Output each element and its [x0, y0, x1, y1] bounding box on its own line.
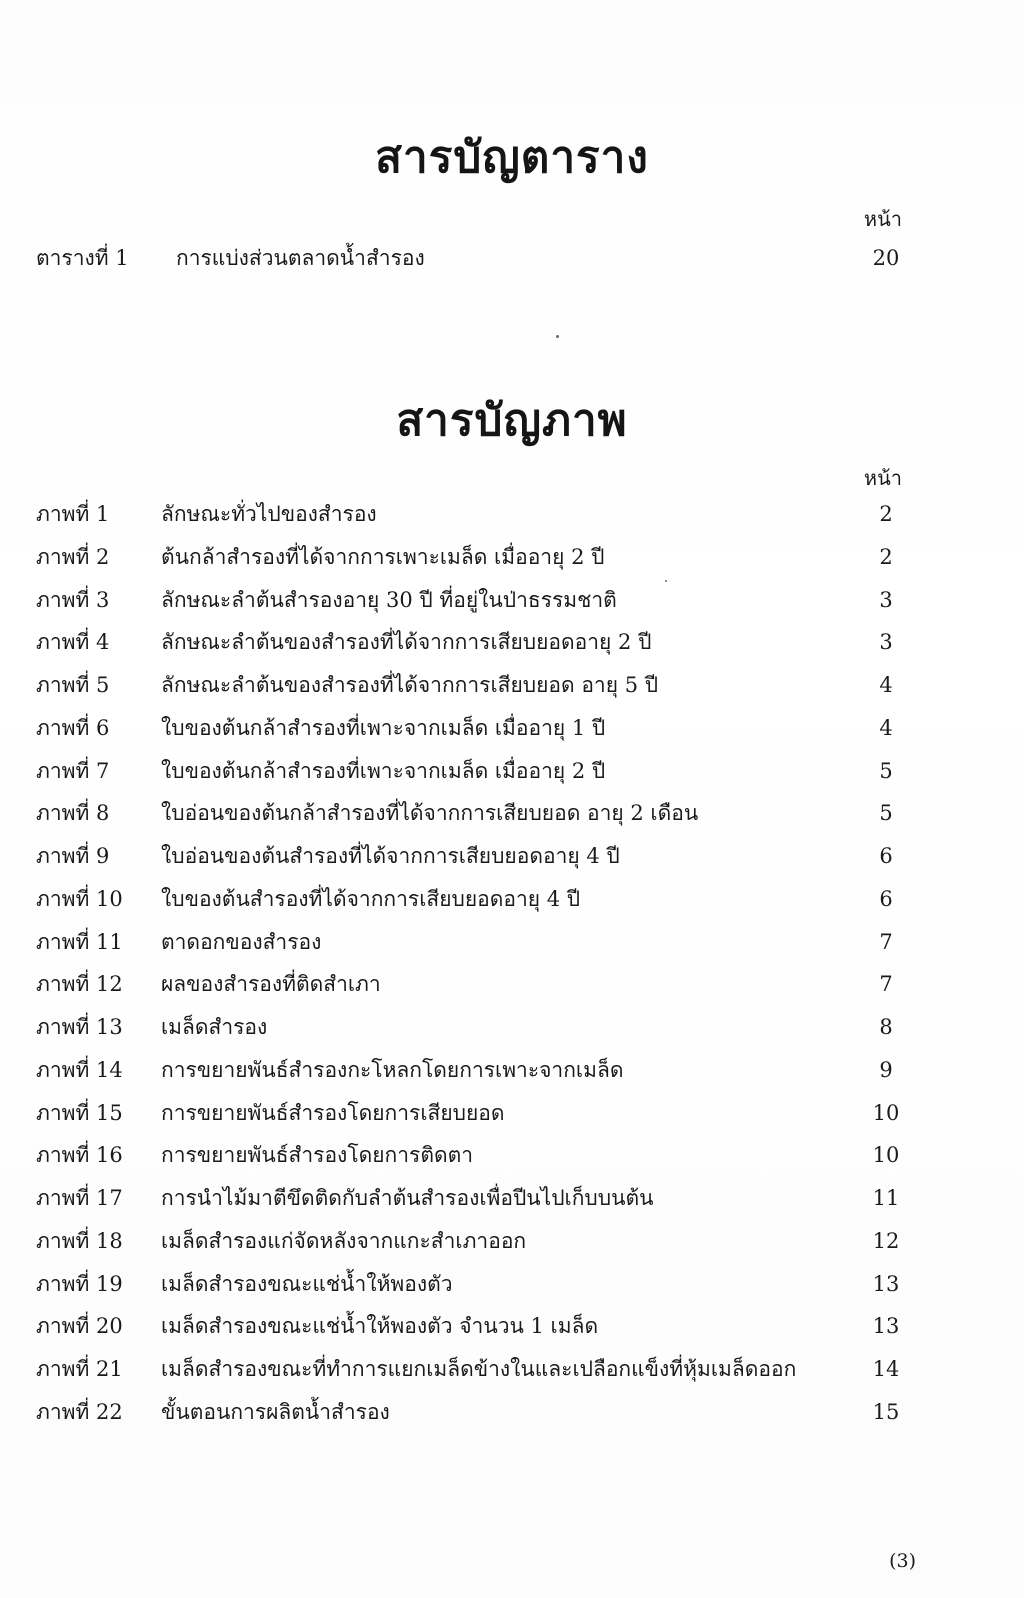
figure-entry: [36, 1306, 906, 1346]
figure-entry-caption: ใบของต้นสำรองที่ได้จากการเสียบยอดอายุ 4 ปี: [161, 886, 581, 911]
figure-entry-page: 7: [879, 929, 893, 954]
figure-entry-caption: เมล็ดสำรอง: [161, 1015, 268, 1039]
figure-entry-label: ภาพที่ 21: [36, 1357, 123, 1381]
table-entry-page: 20: [872, 246, 900, 270]
figure-entry: [36, 836, 906, 876]
figure-entry-caption: ขั้นตอนการผลิตน้ำสำรอง: [161, 1399, 390, 1424]
figure-entry: [36, 622, 906, 662]
figure-entry: [36, 922, 906, 962]
figure-entry-page: 4: [879, 673, 893, 697]
figure-entry-label: ภาพที่ 7: [36, 758, 110, 783]
figure-entry-page: 2: [879, 544, 893, 569]
figure-entry-page: 10: [872, 1100, 900, 1125]
figure-entry: [36, 751, 906, 791]
figure-entry: [36, 1221, 906, 1261]
table-entry: [36, 238, 906, 278]
figure-entry-label: ภาพที่ 14: [36, 1057, 123, 1082]
figure-entry: [36, 964, 906, 1004]
figure-entry-caption: ลักษณะลำต้นของสำรองที่ได้จากการเสียบยอด อายุ 5 ปี: [161, 673, 659, 697]
figure-entry-label: ภาพที่ 16: [36, 1143, 123, 1168]
figure-entry-page: 14: [872, 1357, 900, 1381]
figure-entry-page: 4: [879, 715, 893, 740]
figure-entry-label: ภาพที่ 22: [36, 1399, 123, 1424]
figure-entry-label: ภาพที่ 20: [36, 1314, 123, 1339]
figure-entry-caption: เมล็ดสำรองขณะแช่น้ำให้พองตัว จำนวน 1 เมล็ด: [161, 1314, 599, 1339]
figure-entry: [36, 1392, 906, 1432]
page-number: (3): [889, 1550, 916, 1572]
figure-entry-page: 10: [872, 1143, 900, 1168]
table-entry-label: ตารางที่ 1: [36, 246, 129, 270]
tables-page-column-heading: หน้า: [863, 207, 902, 231]
figure-entry-caption: ใบอ่อนของต้นสำรองที่ได้จากการเสียบยอดอายุ 4 ปี: [161, 844, 620, 868]
figure-entry-page: 11: [872, 1186, 900, 1210]
figure-entry-page: 6: [879, 844, 893, 868]
figure-entry-page: 8: [879, 1015, 893, 1039]
figure-entry-label: ภาพที่ 15: [36, 1100, 123, 1125]
figures-page-column-heading: หน้า: [863, 466, 902, 490]
list-of-tables-title: สารบัญตาราง: [375, 132, 649, 183]
scan-speck: [556, 335, 559, 338]
figure-entry: [36, 708, 906, 748]
figure-entry-label: ภาพที่ 19: [36, 1271, 123, 1296]
figure-entry-caption: ลักษณะลำต้นสำรองอายุ 30 ปี ที่อยู่ในป่าธรรมชาติ: [161, 587, 617, 612]
figure-entry: [36, 1093, 906, 1133]
figure-entry: [36, 1007, 906, 1047]
figure-entry: [36, 1349, 906, 1389]
figure-entry-caption: เมล็ดสำรองขณะที่ทำการแยกเมล็ดข้างในและเปลือกแข็งที่หุ้มเมล็ดออก: [161, 1357, 797, 1381]
figure-entry-page: 9: [879, 1057, 893, 1082]
figure-entry-label: ภาพที่ 11: [36, 929, 123, 954]
table-entry-caption: การแบ่งส่วนตลาดน้ำสำรอง: [176, 246, 425, 270]
figure-entry: [36, 494, 906, 534]
figure-entry-label: ภาพที่ 9: [36, 844, 110, 868]
figure-entry-page: 13: [872, 1314, 900, 1339]
figure-entry-page: 5: [879, 758, 893, 783]
figure-entry-caption: การขยายพันธ์สำรองโดยการติดตา: [161, 1143, 474, 1168]
figure-entry-caption: การขยายพันธ์สำรองกะโหลกโดยการเพาะจากเมล็ด: [161, 1057, 624, 1082]
figure-entry-label: ภาพที่ 8: [36, 801, 110, 826]
figure-entry: [36, 1178, 906, 1218]
figure-entry-caption: ตาดอกของสำรอง: [161, 929, 322, 954]
figure-entry-page: 15: [872, 1399, 900, 1424]
scan-speck: [665, 580, 667, 582]
figure-entry-page: 3: [879, 587, 893, 612]
figure-entry-page: 6: [879, 886, 893, 911]
figure-entry-caption: ผลของสำรองที่ติดสำเภา: [161, 972, 381, 997]
figure-entry-label: ภาพที่ 1: [36, 502, 110, 526]
figure-entry-caption: การขยายพันธ์สำรองโดยการเสียบยอด: [161, 1100, 505, 1125]
figure-entry-caption: เมล็ดสำรองขณะแช่น้ำให้พองตัว: [161, 1271, 453, 1296]
figure-entry-label: ภาพที่ 5: [36, 673, 110, 697]
figure-entry-label: ภาพที่ 13: [36, 1015, 123, 1039]
figure-entry-page: 3: [879, 630, 893, 655]
figure-entry-label: ภาพที่ 12: [36, 972, 123, 997]
figure-entry-page: 2: [879, 502, 893, 526]
figure-entry-label: ภาพที่ 10: [36, 886, 123, 911]
figure-entry: [36, 1264, 906, 1304]
figure-entry: [36, 537, 906, 577]
figure-entry: [36, 1135, 906, 1175]
figure-entry: [36, 793, 906, 833]
figure-entry: [36, 580, 906, 620]
figure-entry-page: 12: [872, 1228, 900, 1253]
figure-entry-page: 7: [879, 972, 893, 997]
figure-entry-caption: การนำไม้มาตีขึดติดกับลำต้นสำรองเพื่อปีนไปเก็บบนต้น: [161, 1186, 654, 1210]
figure-entry-label: ภาพที่ 6: [36, 715, 110, 740]
list-of-figures-title: สารบัญภาพ: [396, 395, 628, 446]
figure-entry-label: ภาพที่ 2: [36, 544, 110, 569]
figure-entry-caption: ลักษณะลำต้นของสำรองที่ได้จากการเสียบยอดอายุ 2 ปี: [161, 630, 652, 655]
figure-entry-caption: เมล็ดสำรองแก่จัดหลังจากแกะสำเภาออก: [161, 1228, 527, 1253]
figure-entry-label: ภาพที่ 18: [36, 1228, 123, 1253]
figure-entry-label: ภาพที่ 4: [36, 630, 110, 655]
figure-entry: [36, 879, 906, 919]
figure-entry-caption: ใบอ่อนของต้นกล้าสำรองที่ได้จากการเสียบยอด อายุ 2 เดือน: [161, 801, 699, 826]
figure-entry-caption: ลักษณะทั่วไปของสำรอง: [161, 502, 377, 526]
figure-entry: [36, 1050, 906, 1090]
figure-entry-page: 5: [879, 801, 893, 826]
figure-entry-label: ภาพที่ 17: [36, 1186, 123, 1210]
figure-entry-label: ภาพที่ 3: [36, 587, 110, 612]
figure-entry-caption: ต้นกล้าสำรองที่ได้จากการเพาะเมล็ด เมื่ออายุ 2 ปี: [161, 544, 605, 569]
figure-entry: [36, 665, 906, 705]
figure-entry-caption: ใบของต้นกล้าสำรองที่เพาะจากเมล็ด เมื่ออายุ 2 ปี: [161, 758, 606, 783]
figure-entry-caption: ใบของต้นกล้าสำรองที่เพาะจากเมล็ด เมื่ออายุ 1 ปี: [161, 715, 606, 740]
figure-entry-page: 13: [872, 1271, 900, 1296]
